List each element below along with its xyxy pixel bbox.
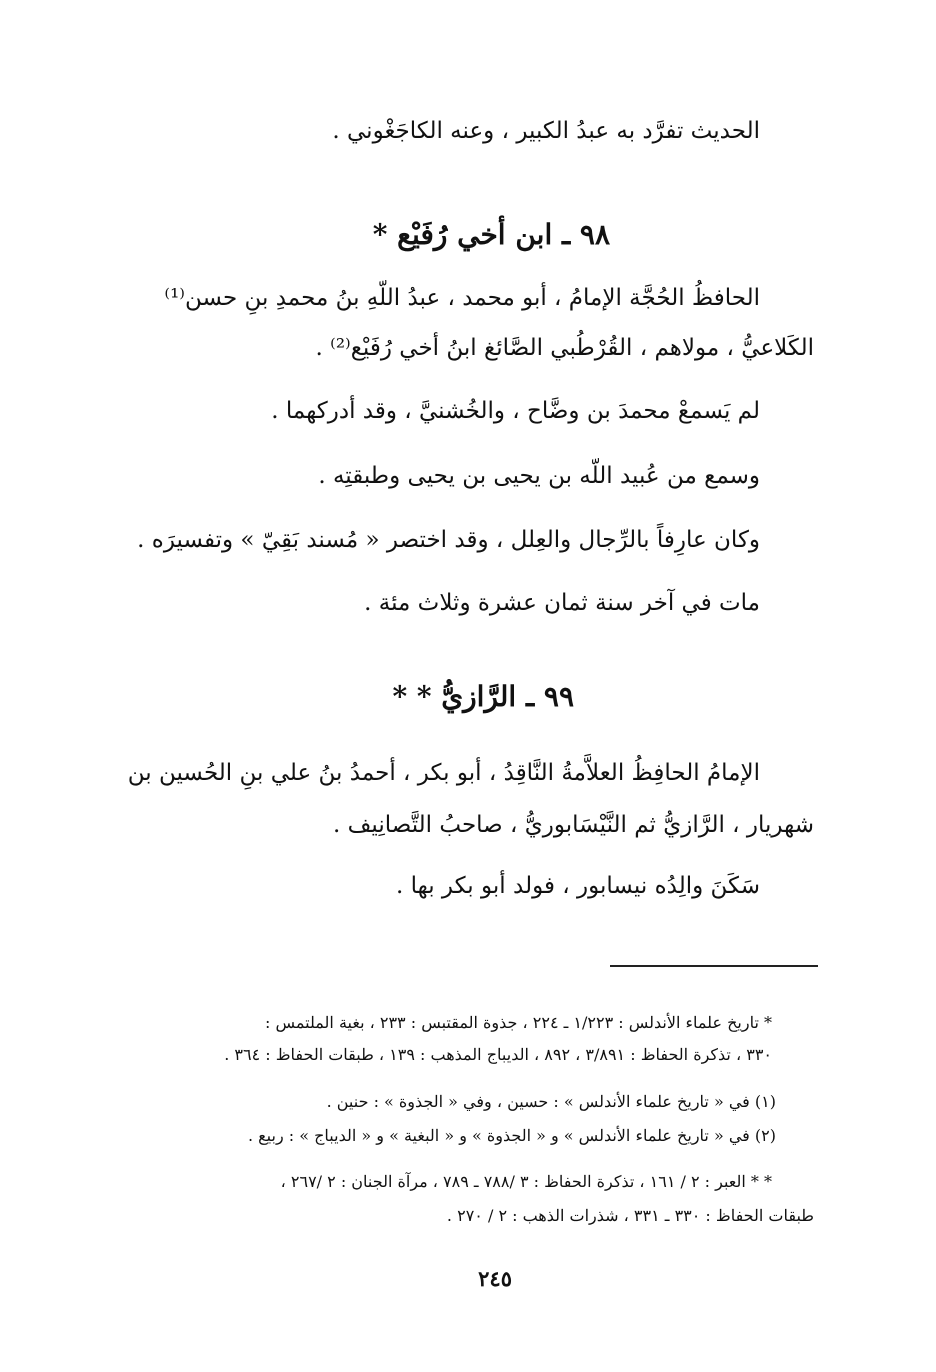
- body-line: وسمع من عُبيد اللّه بن يحيى بن يحيى وطبقتِه .: [318, 463, 760, 489]
- body-line: سَكَنَ والِدُه نيسابور ، فولد أبو بكر بها .: [395, 873, 760, 899]
- body-line: الكَلاعيُّ ، مولاهم ، القُرْطُبي الصَّائغ ابنُ أخي رُفَيْع⁽²⁾ .: [315, 335, 814, 361]
- body-line: مات في آخر سنة ثمان عشرة وثلاث مئة .: [364, 590, 760, 616]
- body-line: شهريار ، الرَّازيُّ ثم النَّيْسَابوريُّ ، صاحبُ التَّصانِيف .: [332, 812, 814, 838]
- footnote-separator: [610, 965, 818, 967]
- footnote-line: * * العبر : ٢ / ١٦١ ، تذكرة الحفاظ : ٣ /٧٨٨ ـ ٧٨٩ ، مرآة الجنان : ٢ /٢٦٧ ،: [280, 1172, 772, 1191]
- footnote-line: طبقات الحفاظ : ٣٣٠ ـ ٣٣١ ، شذرات الذهب : ٢ / ٢٧٠ .: [446, 1206, 814, 1225]
- body-line: الحافظُ الحُجَّة الإمامُ ، أبو محمد ، عبدُ اللّهِ بنُ محمدِ بنِ حسن⁽¹⁾: [164, 285, 760, 311]
- footnote-line: (٢) في « تاريخ علماء الأندلس » و « الجذوة » و « البغية » و « الديباج » : ربيع .: [247, 1126, 776, 1145]
- footnote-line: ٣٣٠ ، تذكرة الحفاظ : ٣/٨٩١ ، ٨٩٢ ، الديباج المذهب : ١٣٩ ، طبقات الحفاظ : ٣٦٤ .: [224, 1045, 772, 1064]
- body-line: الحديث تفرَّد به عبدُ الكبير ، وعنه الكاجَغْوني .: [332, 118, 760, 144]
- footnote-line: * تاريخ علماء الأندلس : ١/٢٢٣ ـ ٢٢٤ ، جذوة المقتبس : ٢٣٣ ، بغية الملتمس :: [265, 1013, 772, 1032]
- body-line: وكان عارِفاً بالرِّجال والعِلل ، وقد اختصر « مُسند بَقِيّ » وتفسيرَه .: [137, 527, 760, 553]
- body-line: لم يَسمعْ محمدَ بن وضَّاح ، والخُشنيَّ ، وقد أدركهما .: [271, 398, 760, 424]
- entry-heading-98: ٩٨ ـ ابن أخي رُفَيْع *: [372, 218, 610, 251]
- entry-heading-99: ٩٩ ـ الرَّازيُّ * *: [392, 680, 574, 713]
- page-number: ٢٤٥: [478, 1266, 512, 1291]
- body-line: الإمامُ الحافِظُ العلاَّمةُ النَّاقِدُ ، أبو بكر ، أحمدُ بنُ علي بنِ الحُسين بن: [127, 760, 760, 786]
- footnote-line: (١) في « تاريخ علماء الأندلس » : حسين ، وفي « الجذوة » : حنين .: [326, 1092, 776, 1111]
